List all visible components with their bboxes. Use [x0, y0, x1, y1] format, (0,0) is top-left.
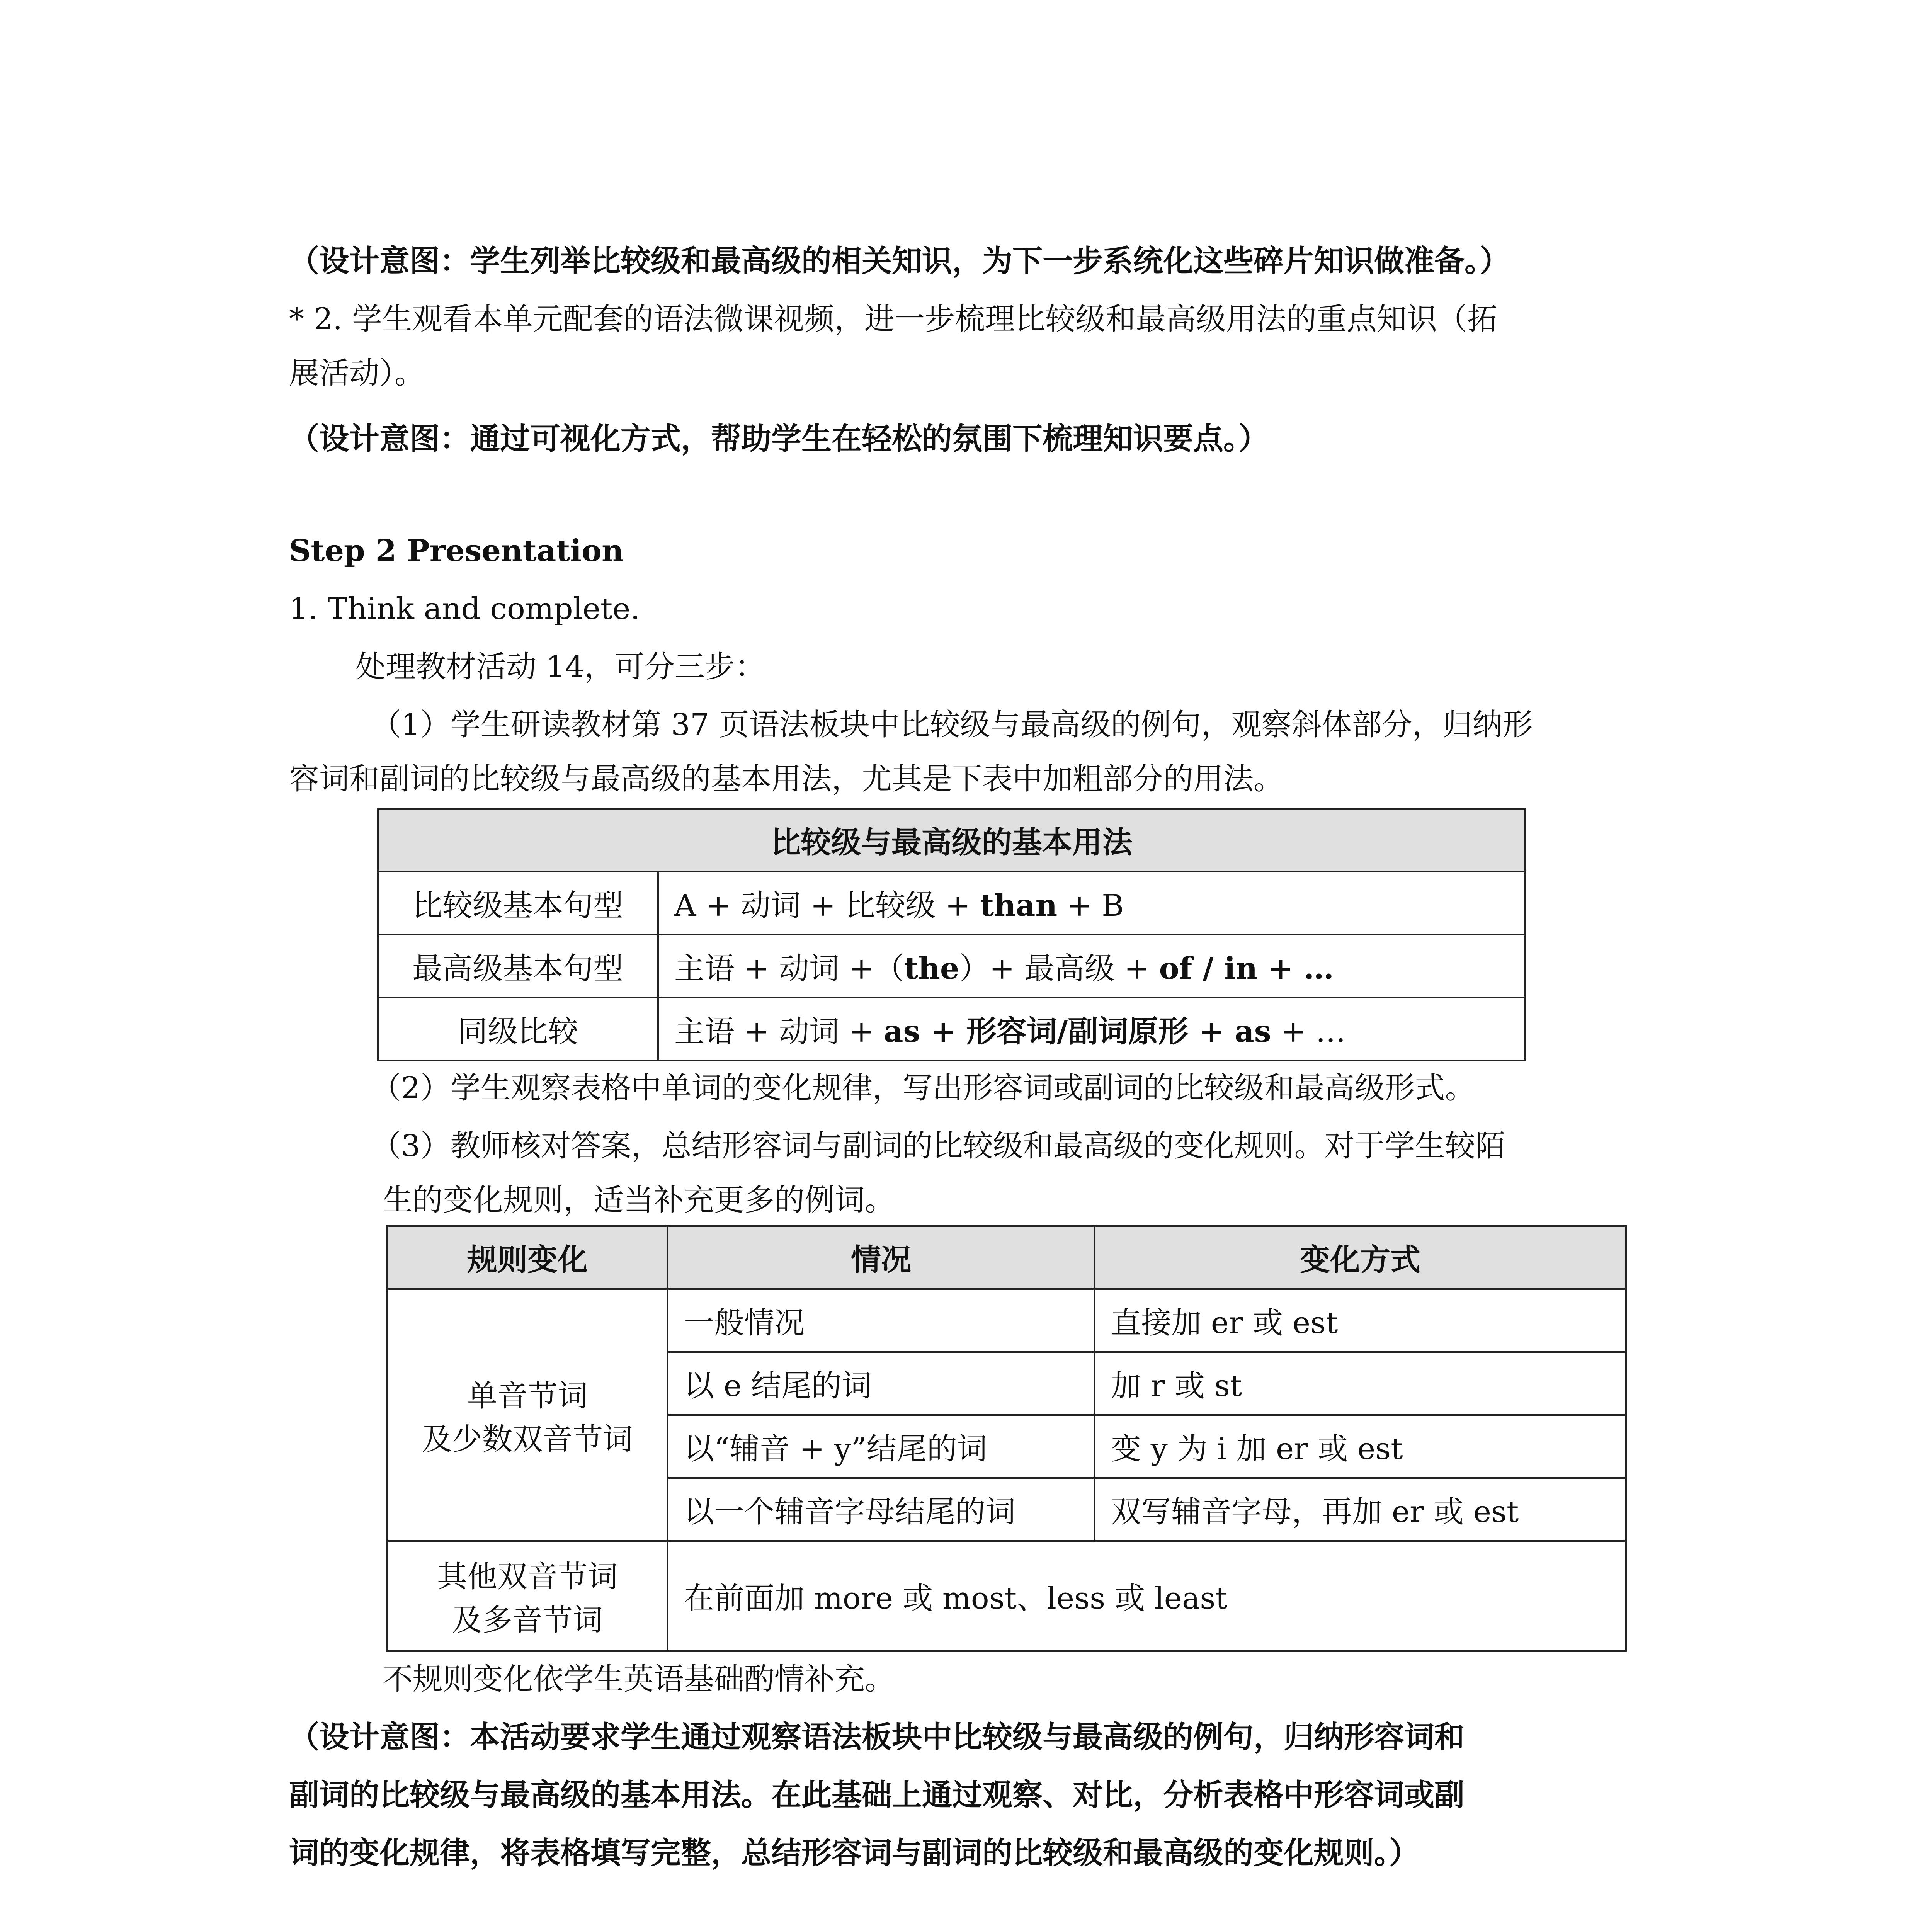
table1-row-pattern: A + 动词 + 比较级 + than + B — [658, 872, 1526, 935]
paragraph-2: * 2. 学生观看本单元配套的语法微课视频，进一步梳理比较级和最高级用法的重点知识（拓 — [289, 302, 1498, 337]
table2-case: 一般情况 — [668, 1289, 1095, 1352]
step2-sub3: （3）教师核对答案，总结形容词与副词的比较级和最高级的变化规则。对于学生较陌 — [371, 1129, 1505, 1163]
step2-sub2: （2）学生观察表格中单词的变化规律，写出形容词或副词的比较级和最高级形式。 — [371, 1071, 1475, 1105]
design-intent-1: （设计意图：学生列举比较级和最高级的相关知识，为下一步系统化这些碎片知识做准备。） — [289, 243, 1510, 279]
table2-rule: 双写辅音字母，再加 er 或 est — [1095, 1478, 1626, 1541]
table2-case: 以 e 结尾的词 — [668, 1352, 1095, 1415]
table2-rule: 加 r 或 st — [1095, 1352, 1626, 1415]
table2-header: 变化方式 — [1095, 1226, 1626, 1289]
step2-heading: Step 2 Presentation — [289, 533, 624, 568]
table1-row-label: 最高级基本句型 — [378, 935, 658, 998]
table2-header: 规则变化 — [388, 1226, 668, 1289]
table2-group1: 单音节词 及少数双音节词 — [388, 1289, 668, 1541]
table2-rule: 直接加 er 或 est — [1095, 1289, 1626, 1352]
table2-rule: 变 y 为 i 加 er 或 est — [1095, 1415, 1626, 1478]
table2-case: 以“辅音 + y”结尾的词 — [668, 1415, 1095, 1478]
table1-title: 比较级与最高级的基本用法 — [378, 809, 1526, 872]
step2-sub1: （1）学生研读教材第 37 页语法板块中比较级与最高级的例句，观察斜体部分，归纳形 — [371, 707, 1533, 742]
step2-sub1-cont: 容词和副词的比较级与最高级的基本用法，尤其是下表中加粗部分的用法。 — [289, 762, 1284, 796]
table2-group2: 其他双音节词 及多音节词 — [388, 1541, 668, 1651]
step2-sub3-cont: 生的变化规则，适当补充更多的例词。 — [383, 1183, 895, 1218]
design-intent-2: （设计意图：通过可视化方式，帮助学生在轻松的氛围下梳理知识要点。） — [289, 421, 1269, 456]
table1-row-label: 比较级基本句型 — [378, 872, 658, 935]
design-intent-3-cont2: 词的变化规律，将表格填写完整，总结形容词与副词的比较级和最高级的变化规则。） — [289, 1835, 1420, 1871]
step2-text: 处理教材活动 14，可分三步： — [356, 650, 765, 684]
table2-header: 情况 — [668, 1226, 1095, 1289]
step2-item1: 1. Think and complete. — [289, 592, 640, 626]
change-rules-table — [386, 1225, 1627, 1652]
design-intent-3-cont: 副词的比较级与最高级的基本用法。在此基础上通过观察、对比，分析表格中形容词或副 — [289, 1777, 1465, 1813]
table1-row-pattern: 主语 + 动词 +（the）+ 最高级 + of / in + … — [658, 935, 1526, 998]
table2-case: 以一个辅音字母结尾的词 — [668, 1478, 1095, 1541]
design-intent-3: （设计意图：本活动要求学生通过观察语法板块中比较级与最高级的例句，归纳形容词和 — [289, 1719, 1465, 1755]
paragraph-2-cont: 展活动）。 — [289, 356, 425, 391]
table2-group2-rule: 在前面加 more 或 most、less 或 least — [668, 1541, 1626, 1651]
basic-usage-table — [377, 808, 1526, 1061]
table1-row-pattern: 主语 + 动词 + as + 形容词/副词原形 + as + … — [658, 998, 1526, 1061]
table1-row-label: 同级比较 — [378, 998, 658, 1061]
step2-note: 不规则变化依学生英语基础酌情补充。 — [383, 1662, 895, 1697]
